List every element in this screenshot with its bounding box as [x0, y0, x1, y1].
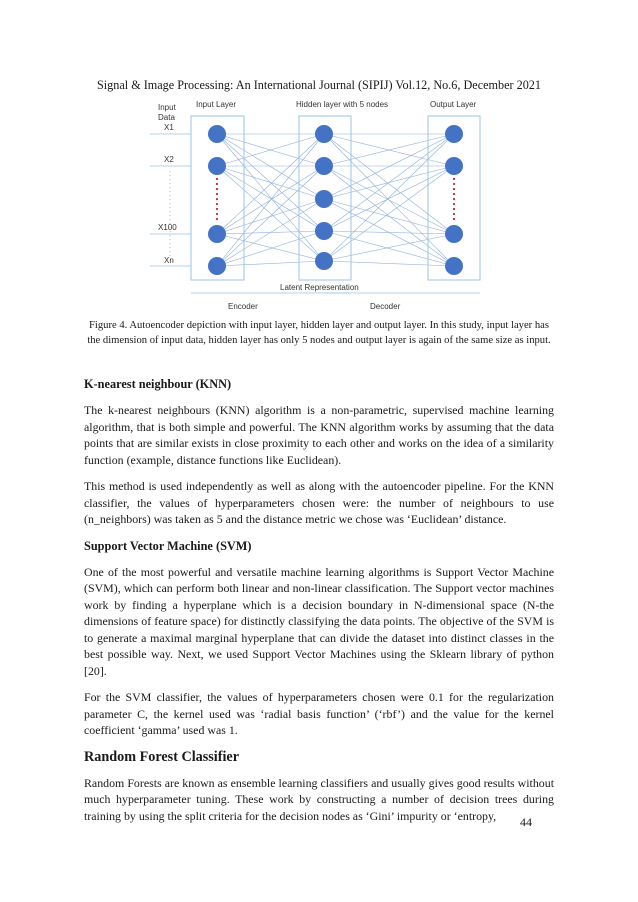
decoder-edge	[324, 134, 454, 199]
knn-paragraph-1: The k-nearest neighbours (KNN) algorithm is a non-parametric, supervised machine learning algorithm, that is both simple and powerful. The KNN algorithm works by assuming that the data points that are similar exists in close proximity to each other and works on the idea of a similarity function (example, distance functions like Euclidean).	[84, 403, 554, 467]
output-node	[445, 225, 463, 243]
hidden-node	[315, 222, 333, 240]
running-head: Signal & Image Processing: An International Journal (SIPIJ) Vol.12, No.6, December 2021	[97, 78, 541, 92]
input-layer-label: Input Layer	[196, 100, 237, 109]
encoder-edge	[217, 231, 324, 266]
ellipsis-dot	[216, 193, 218, 195]
ellipsis-dot	[453, 193, 455, 195]
ellipsis-dot	[216, 208, 218, 210]
ellipsis-dot	[216, 188, 218, 190]
output-node	[445, 157, 463, 175]
encoder-edge	[217, 166, 324, 199]
encoder-edge	[217, 166, 324, 266]
encoder-edge	[217, 134, 324, 199]
encoder-edge	[217, 234, 324, 261]
page-number: 44	[520, 815, 532, 829]
section-heading-random-forest: Random Forest Classifier	[84, 748, 239, 765]
ellipsis-dot	[216, 183, 218, 185]
ellipsis-dot	[453, 203, 455, 205]
input-node	[208, 257, 226, 275]
input-data-label-2: Data	[158, 113, 175, 122]
decoder-edge	[324, 231, 454, 266]
knn-paragraph-2: This method is used independently as well as along with the autoencoder pipeline. For the KNN classifier, the values of hyperparameters chosen were: the number of neighbours to use (n_neighbors) was taken as 5 and the distance metric we chose was ‘Euclidean’ distance.	[84, 479, 554, 526]
body-text	[84, 376, 554, 834]
autoencoder-figure	[148, 96, 528, 314]
input-node	[208, 157, 226, 175]
encoder-edge	[217, 166, 324, 261]
decoder-edge	[324, 166, 454, 266]
decoder-edge	[324, 134, 454, 234]
output-node	[445, 125, 463, 143]
decoder-edge	[324, 134, 454, 261]
ellipsis-dot	[216, 218, 218, 220]
ellipsis-dot	[216, 178, 218, 180]
input-node	[208, 225, 226, 243]
ellipsis-dot	[216, 198, 218, 200]
ellipsis-dot	[453, 183, 455, 185]
encoder-edge	[217, 134, 324, 261]
section-heading-svm: Support Vector Machine (SVM)	[84, 538, 252, 553]
encoder-edge	[217, 166, 324, 231]
decoder-edge	[324, 166, 454, 261]
output-layer-label: Output Layer	[430, 100, 477, 109]
hidden-node	[315, 252, 333, 270]
autoencoder-diagram	[148, 96, 528, 314]
encoder-edge	[217, 134, 324, 234]
decoder-edge	[324, 166, 454, 234]
input-data-label: Input	[158, 103, 176, 112]
svm-paragraph-1: One of the most powerful and versatile machine learning algorithms is Support Vector Machine (SVM), which can perform both linear and non-linear classification. The Support vector machines work by finding a hyperplane which is a decision boundary in N-dimensional space (N-the dimensions of feature space) for distinctly classifying the data points. The objective of the SVM is to generate a maximal marginal hyperplane that can divide the dataset into distinct classes in the best possible way. Next, we used Support Vector Machines using the Sklearn library of python [20].	[84, 564, 554, 678]
decoder-edge	[324, 261, 454, 266]
figure-caption: Figure 4. Autoencoder depiction with input layer, hidden layer and output layer. In this study, input layer has the dimension of input data, hidden layer has only 5 nodes and output layer is again of the same size as input.	[87, 320, 551, 346]
encoder-edge	[217, 134, 324, 266]
output-node	[445, 257, 463, 275]
input-label-x100: X100	[158, 223, 177, 232]
input-label-xn: Xn	[164, 256, 174, 265]
input-label-x1: X1	[164, 123, 174, 132]
svm-paragraph-2: For the SVM classifier, the values of hyperparameters chosen were 0.1 for the regularization parameter C, the kernel used was ‘radial basis function’ (‘rbf’) and the value for the kernel coefficient ‘gamma’ used was 1.	[84, 690, 554, 737]
ellipsis-dot	[453, 213, 455, 215]
encoder-edge	[217, 261, 324, 266]
hidden-node	[315, 125, 333, 143]
encoder-edge	[217, 199, 324, 266]
ellipsis-dot	[453, 178, 455, 180]
hidden-layer-label: Hidden layer with 5 nodes	[296, 100, 389, 109]
latent-representation-label: Latent Representation	[280, 283, 359, 292]
ellipsis-dot	[453, 218, 455, 220]
hidden-node	[315, 157, 333, 175]
ellipsis-dot	[453, 208, 455, 210]
hidden-node	[315, 190, 333, 208]
ellipsis-dot	[216, 203, 218, 205]
section-heading-knn: K-nearest neighbour (KNN)	[84, 377, 232, 391]
random-forest-paragraph-1: Random Forests are known as ensemble learning classifiers and usually gives good results without much hyperparameter tuning. These work by constructing a number of decision trees during training by using the split criteria for the decision nodes as ‘Gini’ impurity or ‘entropy,	[84, 775, 554, 823]
decoder-label: Decoder	[370, 302, 401, 311]
decoder-edge	[324, 166, 454, 231]
encoder-label: Encoder	[228, 302, 258, 311]
ellipsis-dot	[453, 188, 455, 190]
input-label-x2: X2	[164, 155, 174, 164]
decoder-edge	[324, 231, 454, 234]
input-node	[208, 125, 226, 143]
ellipsis-dot	[216, 213, 218, 215]
ellipsis-dot	[453, 198, 455, 200]
decoder-edge	[324, 234, 454, 261]
